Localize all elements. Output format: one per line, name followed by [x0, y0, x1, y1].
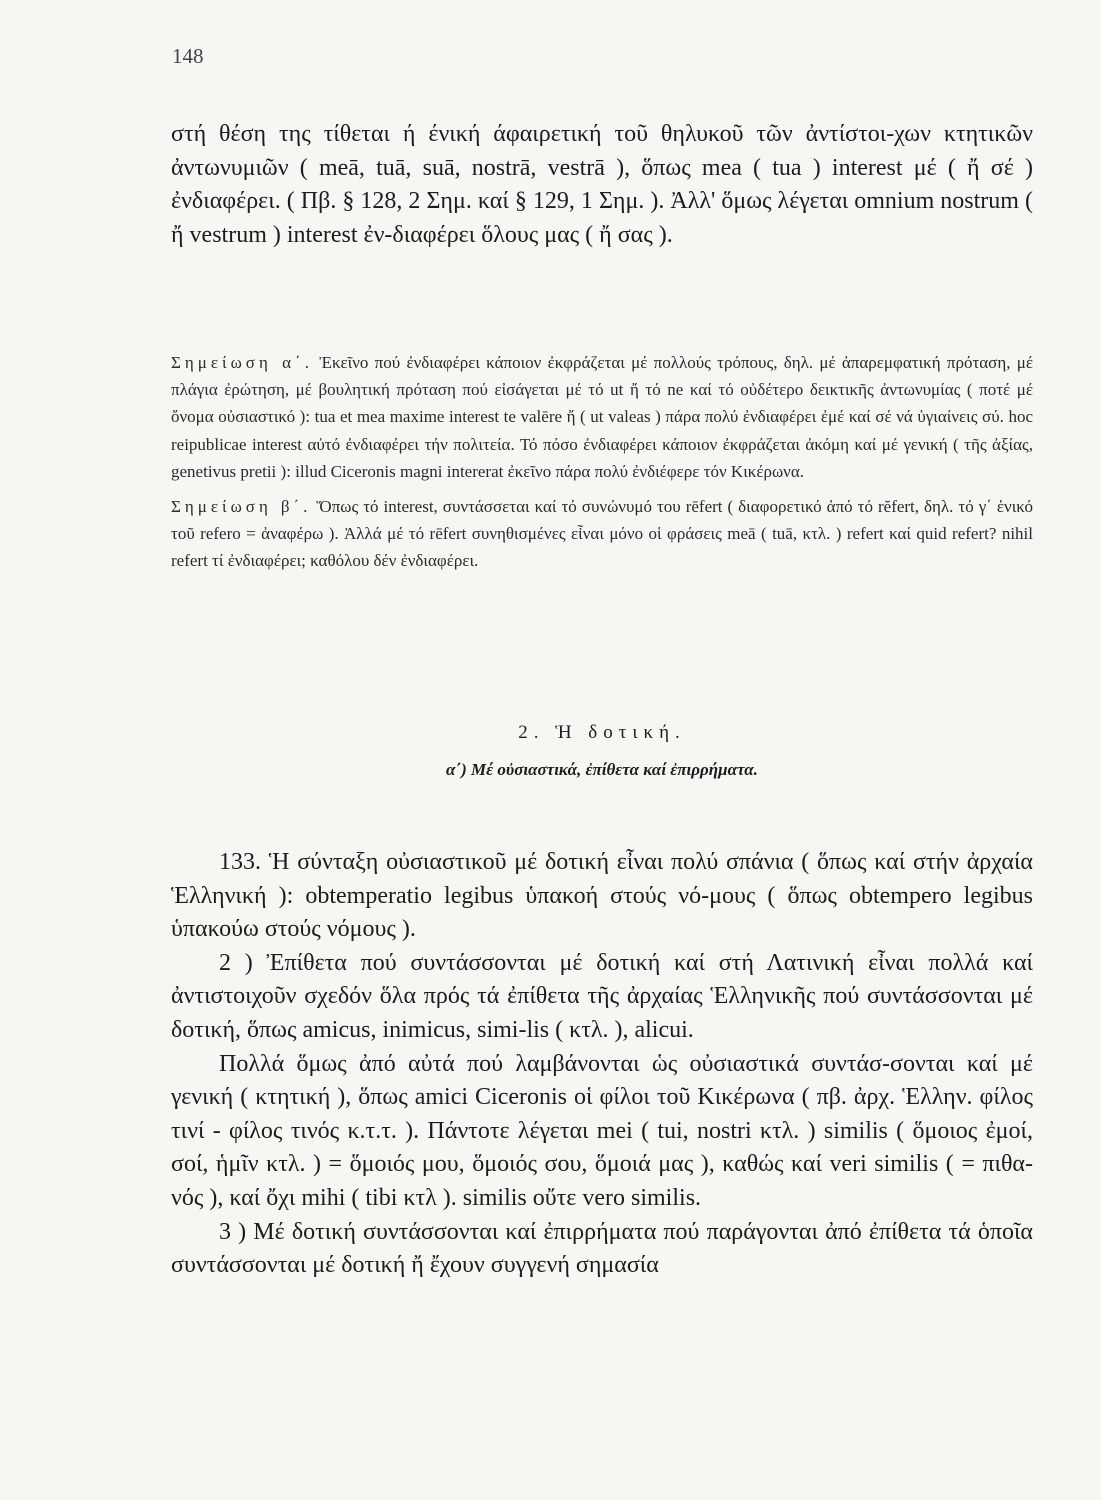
paragraph-text: στή θέση της τίθεται ή ένική άφαιρετική τοῦ θηλυκοῦ τῶν ἀντίστοι-χων κτητικῶν ἀντωνυμιῶν ( meā, tuā, suā, nostrā, vestrā ), ὅπως mea ( tua ) interest μέ ( ἤ σέ ) ἐνδιαφέρει. ( Πβ. § 128, 2 Σημ. καί § 129, 1 Σημ. ). Ἀλλ' ὅμως λέγεται omnium nostrum ( ἤ vestrum ) interest ἐν-διαφέρει ὅλους μας ( ἤ σας ).	[171, 121, 1033, 248]
note-b-text: Ὅπως τό interest, συντάσσεται καί τό συνώνυμό του rēfert ( διαφορετικό ἀπό τό rĕfert, δηλ. τό γ΄ ἑνικό τοῦ refero = ἀναφέρω ). Ἀλλά μέ τό rēfert συνηθισμένες εἶναι μόνο οἱ φράσεις meā ( tuā, κτλ. ) refert καί quid refert? nihil refert τί ἐνδιαφέρει; καθόλου δέν ἐνδιαφέρει.	[171, 497, 1033, 571]
subsection-title: α΄) Μέ οὐσιαστικά, ἐπίθετα καί ἐπιρρήματα.	[446, 760, 758, 779]
paragraph-3: 3 ) Μέ δοτική συντάσσονται καί ἐπιρρήματα πού παράγονται ἀπό ἐπίθετα τά ὁποῖα συντάσσονται μέ δοτική ἤ ἔχουν συγγενή σημασία	[171, 1218, 1033, 1279]
paragraph-polla: Πολλά ὅμως ἀπό αὐτά πού λαμβάνονται ὡς οὐσιαστικά συντάσ-σονται καί μέ γενική ( κτητική ), ὅπως amici Ciceronis οἱ φίλοι τοῦ Κικέρωνα ( πβ. ἀρχ. Ἑλλην. φίλος τινί - φίλος τινός κ.τ.τ. ). Πάντοτε λέγεται mei ( tui, nostri κτλ. ) similis ( ὅμοιος ἐμοί, σοί, ἡμῖν κτλ. ) = ὅμοιός μου, ὅμοιός σου, ὅμοιά μας ), καθώς καί veri similis ( = πιθα-νός ), καί ὄχι mihi ( tibi κτλ ). similis οὔτε vero similis.	[171, 1050, 1033, 1211]
section-title: 2. Ἡ δοτική.	[518, 722, 686, 743]
paragraph-possessive-ablative	[171, 118, 1033, 252]
dative-section	[171, 846, 1033, 1283]
page-number: 148	[172, 44, 204, 68]
paragraph-2: 2 ) Ἐπίθετα πού συντάσσονται μέ δοτική καί στή Λατινική εἶναι πολλά καί ἀντιστοιχοῦν σχεδόν ὅλα πρός τά ἐπίθετα τῆς ἀρχαίας Ἑλληνικῆς πού συντάσσονται μέ δοτική, ὅπως amicus, inimicus, simi-lis ( κτλ. ), alicui.	[171, 949, 1033, 1043]
note-a	[171, 349, 1033, 485]
note-b-label: Σημείωση β΄.	[171, 497, 312, 517]
note-b	[171, 493, 1033, 575]
paragraph-133: 133. Ἡ σύνταξη οὐσιαστικοῦ μέ δοτική εἶναι πολύ σπάνια ( ὅπως καί στήν ἀρχαία Ἑλληνική ): obtemperatio legibus ὑπακοή στούς νό-μους ( ὅπως obtempero legibus ὑπακούω στούς νόμους ).	[171, 849, 1033, 943]
note-a-text: Ἐκεῖνο πού ἐνδιαφέρει κάποιον ἐκφράζεται μέ πολλούς τρόπους, δηλ. μέ ἀπαρεμφατική πρόταση, μέ πλάγια ἐρώτηση, μέ βουλητική πρόταση πού εἰσάγεται μέ τό ut ἤ τό ne καί τό οὐδέτερο δεικτικῆς ἀντωνυμίας ( ποτέ μέ ὄνομα οὐσιαστικό ): tua et mea maxime interest te valēre ἤ ( ut valeas ) πάρα πολύ ἐνδιαφέρει ἐμέ καί σέ νά ὑγιαίνεις σύ. hoc reipublicae interest αὐτό ἐνδιαφέρει τήν πολιτεία. Τό πόσο ἐνδιαφέρει κάποιον ἐκφράζεται ἀκόμη καί μέ γενική ( τῆς ἀξίας, genetivus pretii ): illud Ciceronis magni intererat ἐκεῖνο πάρα πολύ ἐνδιέφερε τόν Κικέρωνα.	[171, 353, 1034, 481]
notes-block	[171, 349, 1033, 583]
note-a-label: Σημείωση α΄.	[171, 353, 313, 372]
